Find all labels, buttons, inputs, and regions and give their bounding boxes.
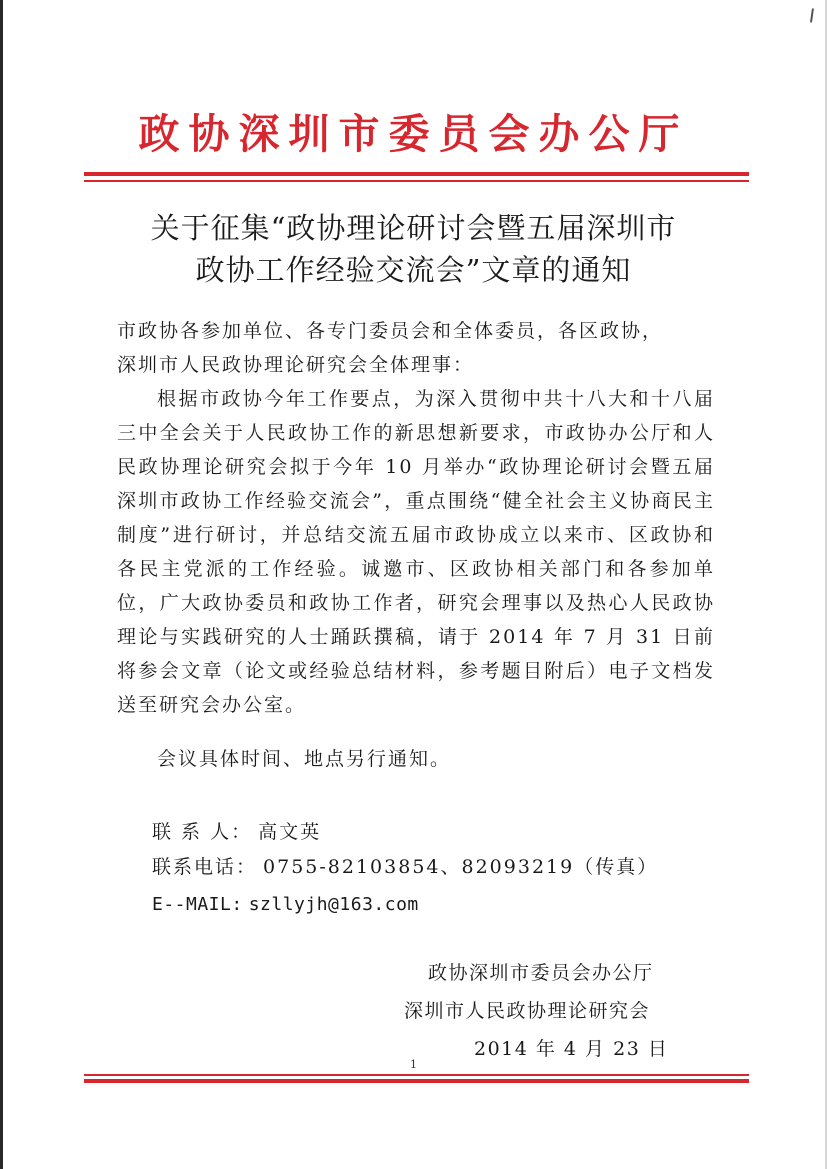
salutation <box>117 314 717 382</box>
header-rule-thick <box>84 172 749 176</box>
salutation-line-1: 市政协各参加单位、各专门委员会和全体委员，各区政协， <box>117 320 664 342</box>
notice-title <box>0 207 827 291</box>
main-paragraph: 根据市政协今年工作要点，为深入贯彻中共十八大和十八届三中全会关于人民政协工作的新思想新要求，市政协办公厅和人民政协理论研究会拟于今年 10 月举办“政协理论研讨会暨五届深圳市政协工作经验交流会”，重点围绕“健全社会主义协商民主制度”进行研讨，并总结交流五届市政协成立以来市、区政协和各民主党派的工作经验。诚邀市、区政协相关部门和各参加单位，广大政协委员和政协工作者，研究会理事以及热心人民政协理论与实践研究的人士踊跃撰稿，请于 2014 年 7 月 31 日前将参会文章（论文或经验总结材料，参考题目附后）电子文档发送至研究会办公室。 <box>117 388 715 716</box>
notice-title-line-2: 政协工作经验交流会”文章的通知 <box>195 253 632 287</box>
contact-phone-label: 联系电话： <box>152 856 258 878</box>
closing-paragraph: 会议具体时间、地点另行通知。 <box>157 748 452 770</box>
signature-date: 2014 年 4 月 23 日 <box>474 1038 669 1060</box>
contact-phone-value: 0755-82103854、82093219（传真） <box>263 856 659 878</box>
header-rule-thin <box>84 180 749 182</box>
notice-title-line-1: 关于征集“政协理论研讨会暨五届深圳市 <box>150 211 677 245</box>
footer-rule-thick <box>84 1079 749 1083</box>
salutation-line-2: 深圳市人民政协理论研究会全体理事： <box>117 354 475 376</box>
page-number: 1 <box>410 1058 417 1071</box>
scan-edge-left <box>0 0 3 1169</box>
scan-corner-mark <box>804 8 814 23</box>
signature-org-2: 深圳市人民政协理论研究会 <box>404 1000 651 1022</box>
contact-email-value: szllyjh@163.com <box>248 894 419 915</box>
contact-person <box>152 817 321 847</box>
contact-phone <box>152 852 658 882</box>
contact-person-value: 高文英 <box>258 821 322 843</box>
contact-email-label: E--MAIL: <box>152 894 243 915</box>
masthead-title: 政协深圳市委员会办公厅 <box>138 110 689 158</box>
contact-person-label: 联 系 人： <box>152 821 253 843</box>
contact-email <box>152 890 419 920</box>
signature-org-1: 政协深圳市委员会办公厅 <box>428 962 654 984</box>
footer-rule-thin <box>84 1074 749 1076</box>
